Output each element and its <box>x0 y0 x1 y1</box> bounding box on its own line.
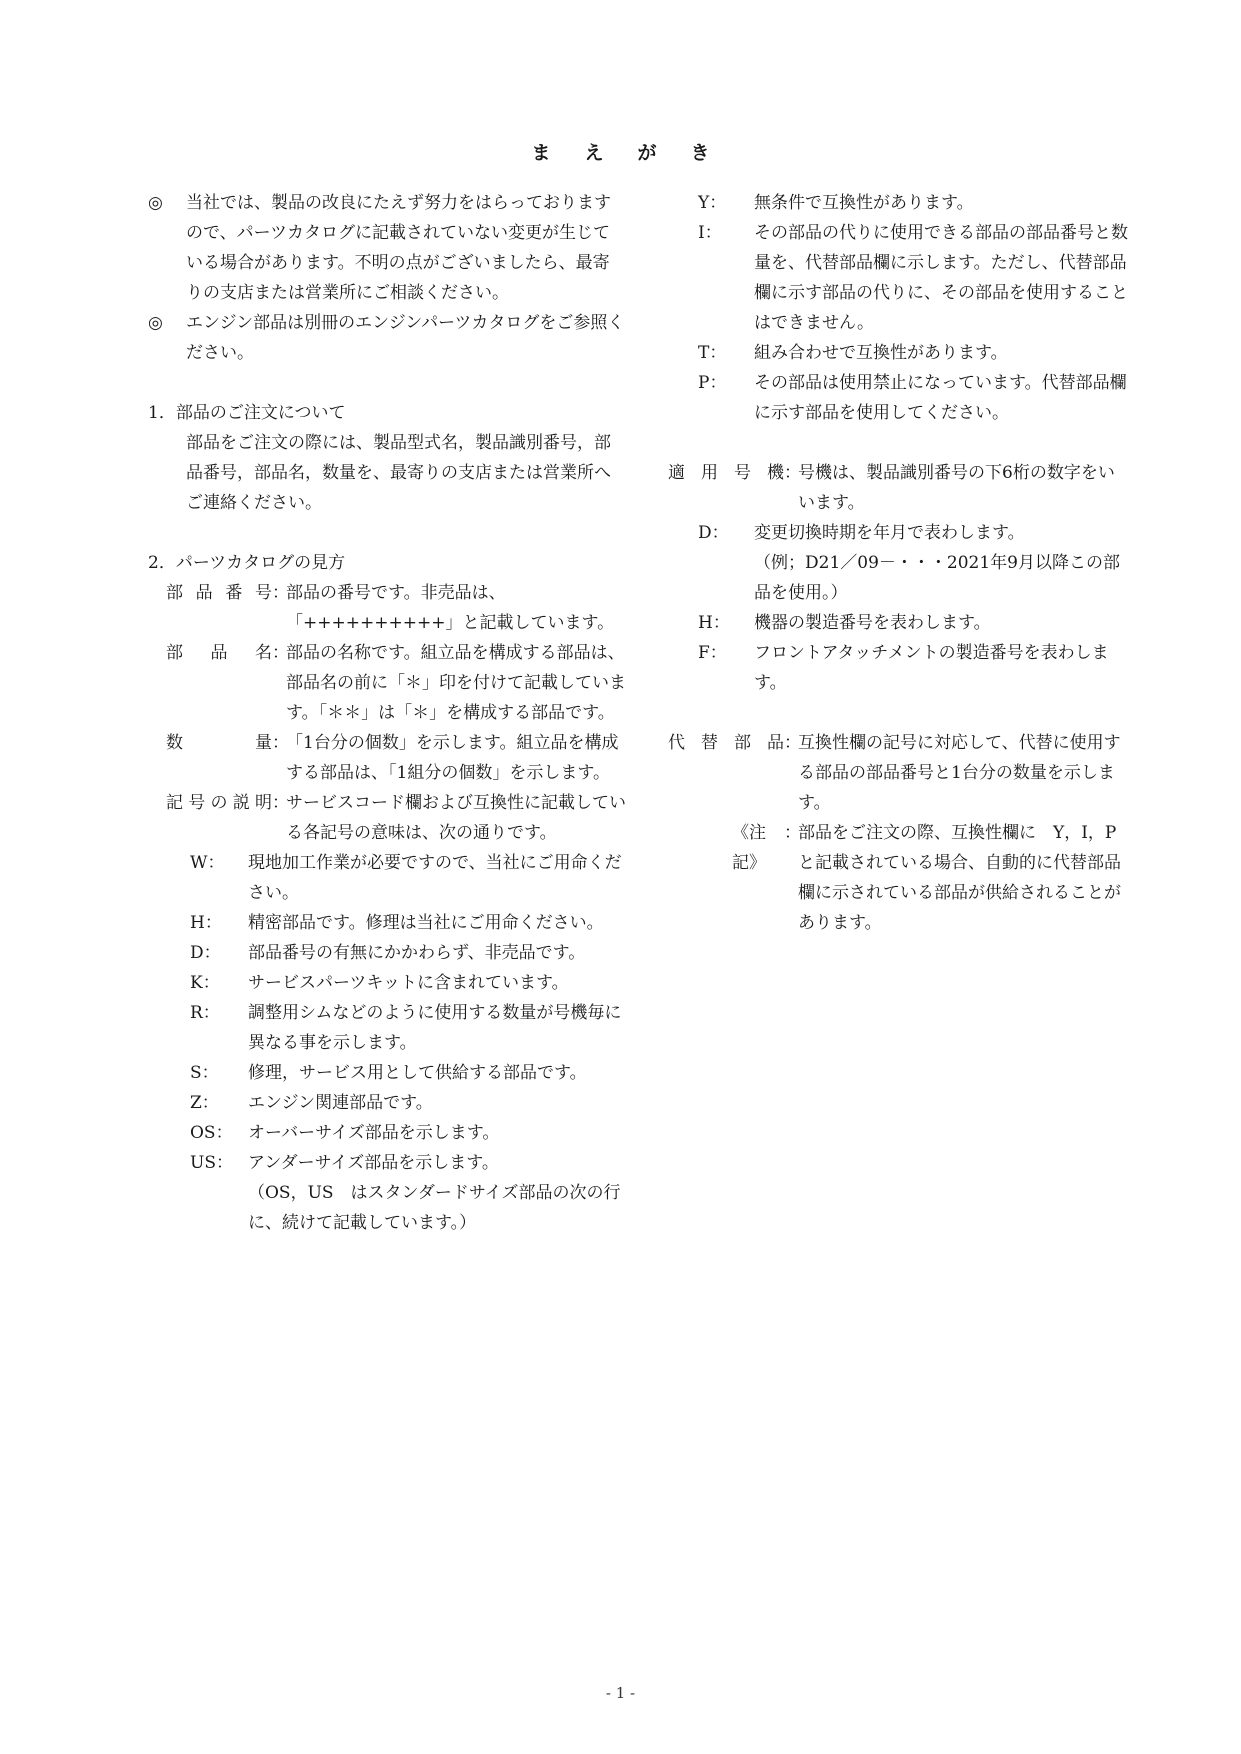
code-symbol: F： <box>698 643 727 663</box>
code-row-s <box>190 1058 626 1088</box>
code-row-y <box>698 188 1128 218</box>
code-row-us <box>190 1148 626 1178</box>
item-text: 部品の番号です。非売品は、「++++++++++」と記載しています。 <box>286 583 615 633</box>
code-text: サービスパーツキットに含まれています。 <box>248 973 569 993</box>
alt-note: 《注記》 ： 部品をご注文の際、互換性欄に Y，I，Pと記載されている場合、自動的に代替部品欄に示されている部品が供給されることがあります。 <box>668 818 1128 938</box>
code-symbol: T： <box>698 343 727 363</box>
size-note: （OS，US はスタンダードサイズ部品の次の行に、続けて記載しています。） <box>248 1183 621 1233</box>
intro-note <box>148 188 626 308</box>
code-text: 組み合わせで互換性があります。 <box>754 343 1008 363</box>
code-row-i <box>698 218 1128 338</box>
code-symbol <box>698 548 754 608</box>
item-label: 部 品 番 号 <box>166 583 272 603</box>
code-text: アンダーサイズ部品を示します。 <box>248 1153 499 1173</box>
engine-note-text: エンジン部品は別冊のエンジンパーツカタログをご参照ください。 <box>186 313 625 363</box>
code-text: 現地加工作業が必要ですので、当社にご用命ください。 <box>248 853 622 903</box>
double-circle-icon: ◎ <box>148 313 163 333</box>
code-row-w <box>190 848 626 908</box>
item-symbols: 記 号 の 説 明 ： サービスコード欄および互換性に記載している各記号の意味は、次の通りです。 <box>148 788 626 848</box>
alt-parts-item: 代 替 部 品 ： 互換性欄の記号に対応して、代替に使用する部品の部品番号と1台分の数量を示します。 <box>668 728 1128 818</box>
code-symbol: P： <box>698 373 727 393</box>
alt-parts-label: 代 替 部 品 <box>668 733 784 753</box>
item-label: 数 量 <box>166 733 272 753</box>
code-text: オーバーサイズ部品を示します。 <box>248 1123 500 1143</box>
left-column <box>148 188 626 1238</box>
section2-heading: 2．パーツカタログの見方 <box>148 553 346 573</box>
code-symbol: D： <box>698 523 729 543</box>
code-symbol: H： <box>698 613 730 633</box>
item-text: サービスコード欄および互換性に記載している各記号の意味は、次の通りです。 <box>286 793 626 843</box>
section1-body: 部品をご注文の際には、製品型式名，製品識別番号，部品番号，部品名，数量を、最寄りの支店または営業所へご連絡ください。 <box>186 433 611 513</box>
item-text: 「1台分の個数」を示します。組立品を構成する部品は、「1組分の個数」を示します。 <box>286 733 619 783</box>
code-text: フロントアタッチメントの製造番号を表わします。 <box>754 643 1109 693</box>
code-symbol: S： <box>190 1063 219 1083</box>
compat-code-list <box>668 188 1128 428</box>
code-text: 部品番号の有無にかかわらず、非売品です。 <box>248 943 586 963</box>
intro-note-text: 当社では、製品の改良にたえず努力をはらっておりますので、パーツカタログに記載されていない変更が生じている場合があります。不明の点がございましたら、最寄りの支店または営業所にご相談ください。 <box>186 193 611 303</box>
code-symbol: H： <box>190 913 222 933</box>
code-text: その部品は使用禁止になっています。代替部品欄に示す部品を使用してください。 <box>754 373 1127 423</box>
code-row-z <box>190 1088 626 1118</box>
serial-code-list <box>668 518 1128 698</box>
serial-text: 号機は、製品識別番号の下6桁の数字をいいます。 <box>798 463 1115 513</box>
item-label: 記 号 の 説 明 <box>166 793 272 813</box>
code-row-h <box>190 908 626 938</box>
code-symbol: Y： <box>698 193 727 213</box>
item-part-name: 部 品 名 ： 部品の名称です。組立品を構成する部品は、部品名の前に「＊」印を付けて記載しています。「＊＊」は「＊」を構成する部品です。 <box>148 638 626 728</box>
code-symbol: K： <box>190 973 220 993</box>
code-text: 無条件で互換性があります。 <box>754 193 974 213</box>
code-row-p <box>698 368 1128 428</box>
right-column <box>668 188 1128 938</box>
serial-label: 適 用 号 機 <box>668 463 784 483</box>
alt-parts-text: 互換性欄の記号に対応して、代替に使用する部品の部品番号と1台分の数量を示します。 <box>798 733 1121 813</box>
code-symbol: I： <box>698 223 722 243</box>
page-title: まえがき <box>531 142 744 164</box>
example-text: （例；D21／09－・・・2021年9月以降この部品を使用。） <box>754 553 1120 603</box>
code-row-k <box>190 968 626 998</box>
code-text: 変更切換時期を年月で表わします。 <box>754 523 1025 543</box>
item-part-number: 部 品 番 号 ： 部品の番号です。非売品は、「++++++++++」と記載しています。 <box>148 578 626 638</box>
code-text: 調整用シムなどのように使用する数量が号機毎に異なる事を示します。 <box>248 1003 622 1053</box>
engine-note <box>148 308 626 368</box>
code-row-r <box>190 998 626 1058</box>
alt-note-text: 部品をご注文の際、互換性欄に Y，I，Pと記載されている場合、自動的に代替部品欄に示されている部品が供給されることがあります。 <box>798 823 1121 933</box>
code-symbol: OS： <box>190 1123 233 1143</box>
code-text: 精密部品です。修理は当社にご用命ください。 <box>248 913 604 933</box>
code-symbol: Z： <box>190 1093 219 1113</box>
code-row-serial-h <box>698 608 1128 638</box>
code-symbol: US： <box>190 1153 233 1173</box>
code-text: 修理，サービス用として供給する部品です。 <box>248 1063 587 1083</box>
code-row-os <box>190 1118 626 1148</box>
code-symbol: W： <box>190 853 225 873</box>
double-circle-icon: ◎ <box>148 193 163 213</box>
code-symbol: R： <box>190 1003 220 1023</box>
code-row-d <box>190 938 626 968</box>
code-list <box>148 848 626 1238</box>
item-quantity: 数 量 ： 「1台分の個数」を示します。組立品を構成する部品は、「1組分の個数」を示します。 <box>148 728 626 788</box>
item-text: 部品の名称です。組立品を構成する部品は、部品名の前に「＊」印を付けて記載しています。「＊＊」は「＊」を構成する部品です。 <box>286 643 626 723</box>
serial-example <box>698 548 1128 608</box>
code-text: 機器の製造番号を表わします。 <box>754 613 991 633</box>
alt-note-label: 《注記》 <box>732 823 766 873</box>
code-text: エンジン関連部品です。 <box>248 1093 433 1113</box>
code-row-serial-f <box>698 638 1128 698</box>
serial-item: 適 用 号 機 ： 号機は、製品識別番号の下6桁の数字をいいます。 <box>668 458 1128 518</box>
item-label: 部 品 名 <box>166 643 272 663</box>
code-symbol: D： <box>190 943 221 963</box>
code-text: その部品の代りに使用できる部品の部品番号と数量を、代替部品欄に示します。ただし、代替部品欄に示す部品の代りに、その部品を使用することはできません。 <box>754 223 1128 333</box>
section1-heading: 1．部品のご注文について <box>148 403 346 423</box>
code-row-serial-d <box>698 518 1128 548</box>
code-row-t <box>698 338 1128 368</box>
page-number: - 1 - <box>605 1684 636 1702</box>
